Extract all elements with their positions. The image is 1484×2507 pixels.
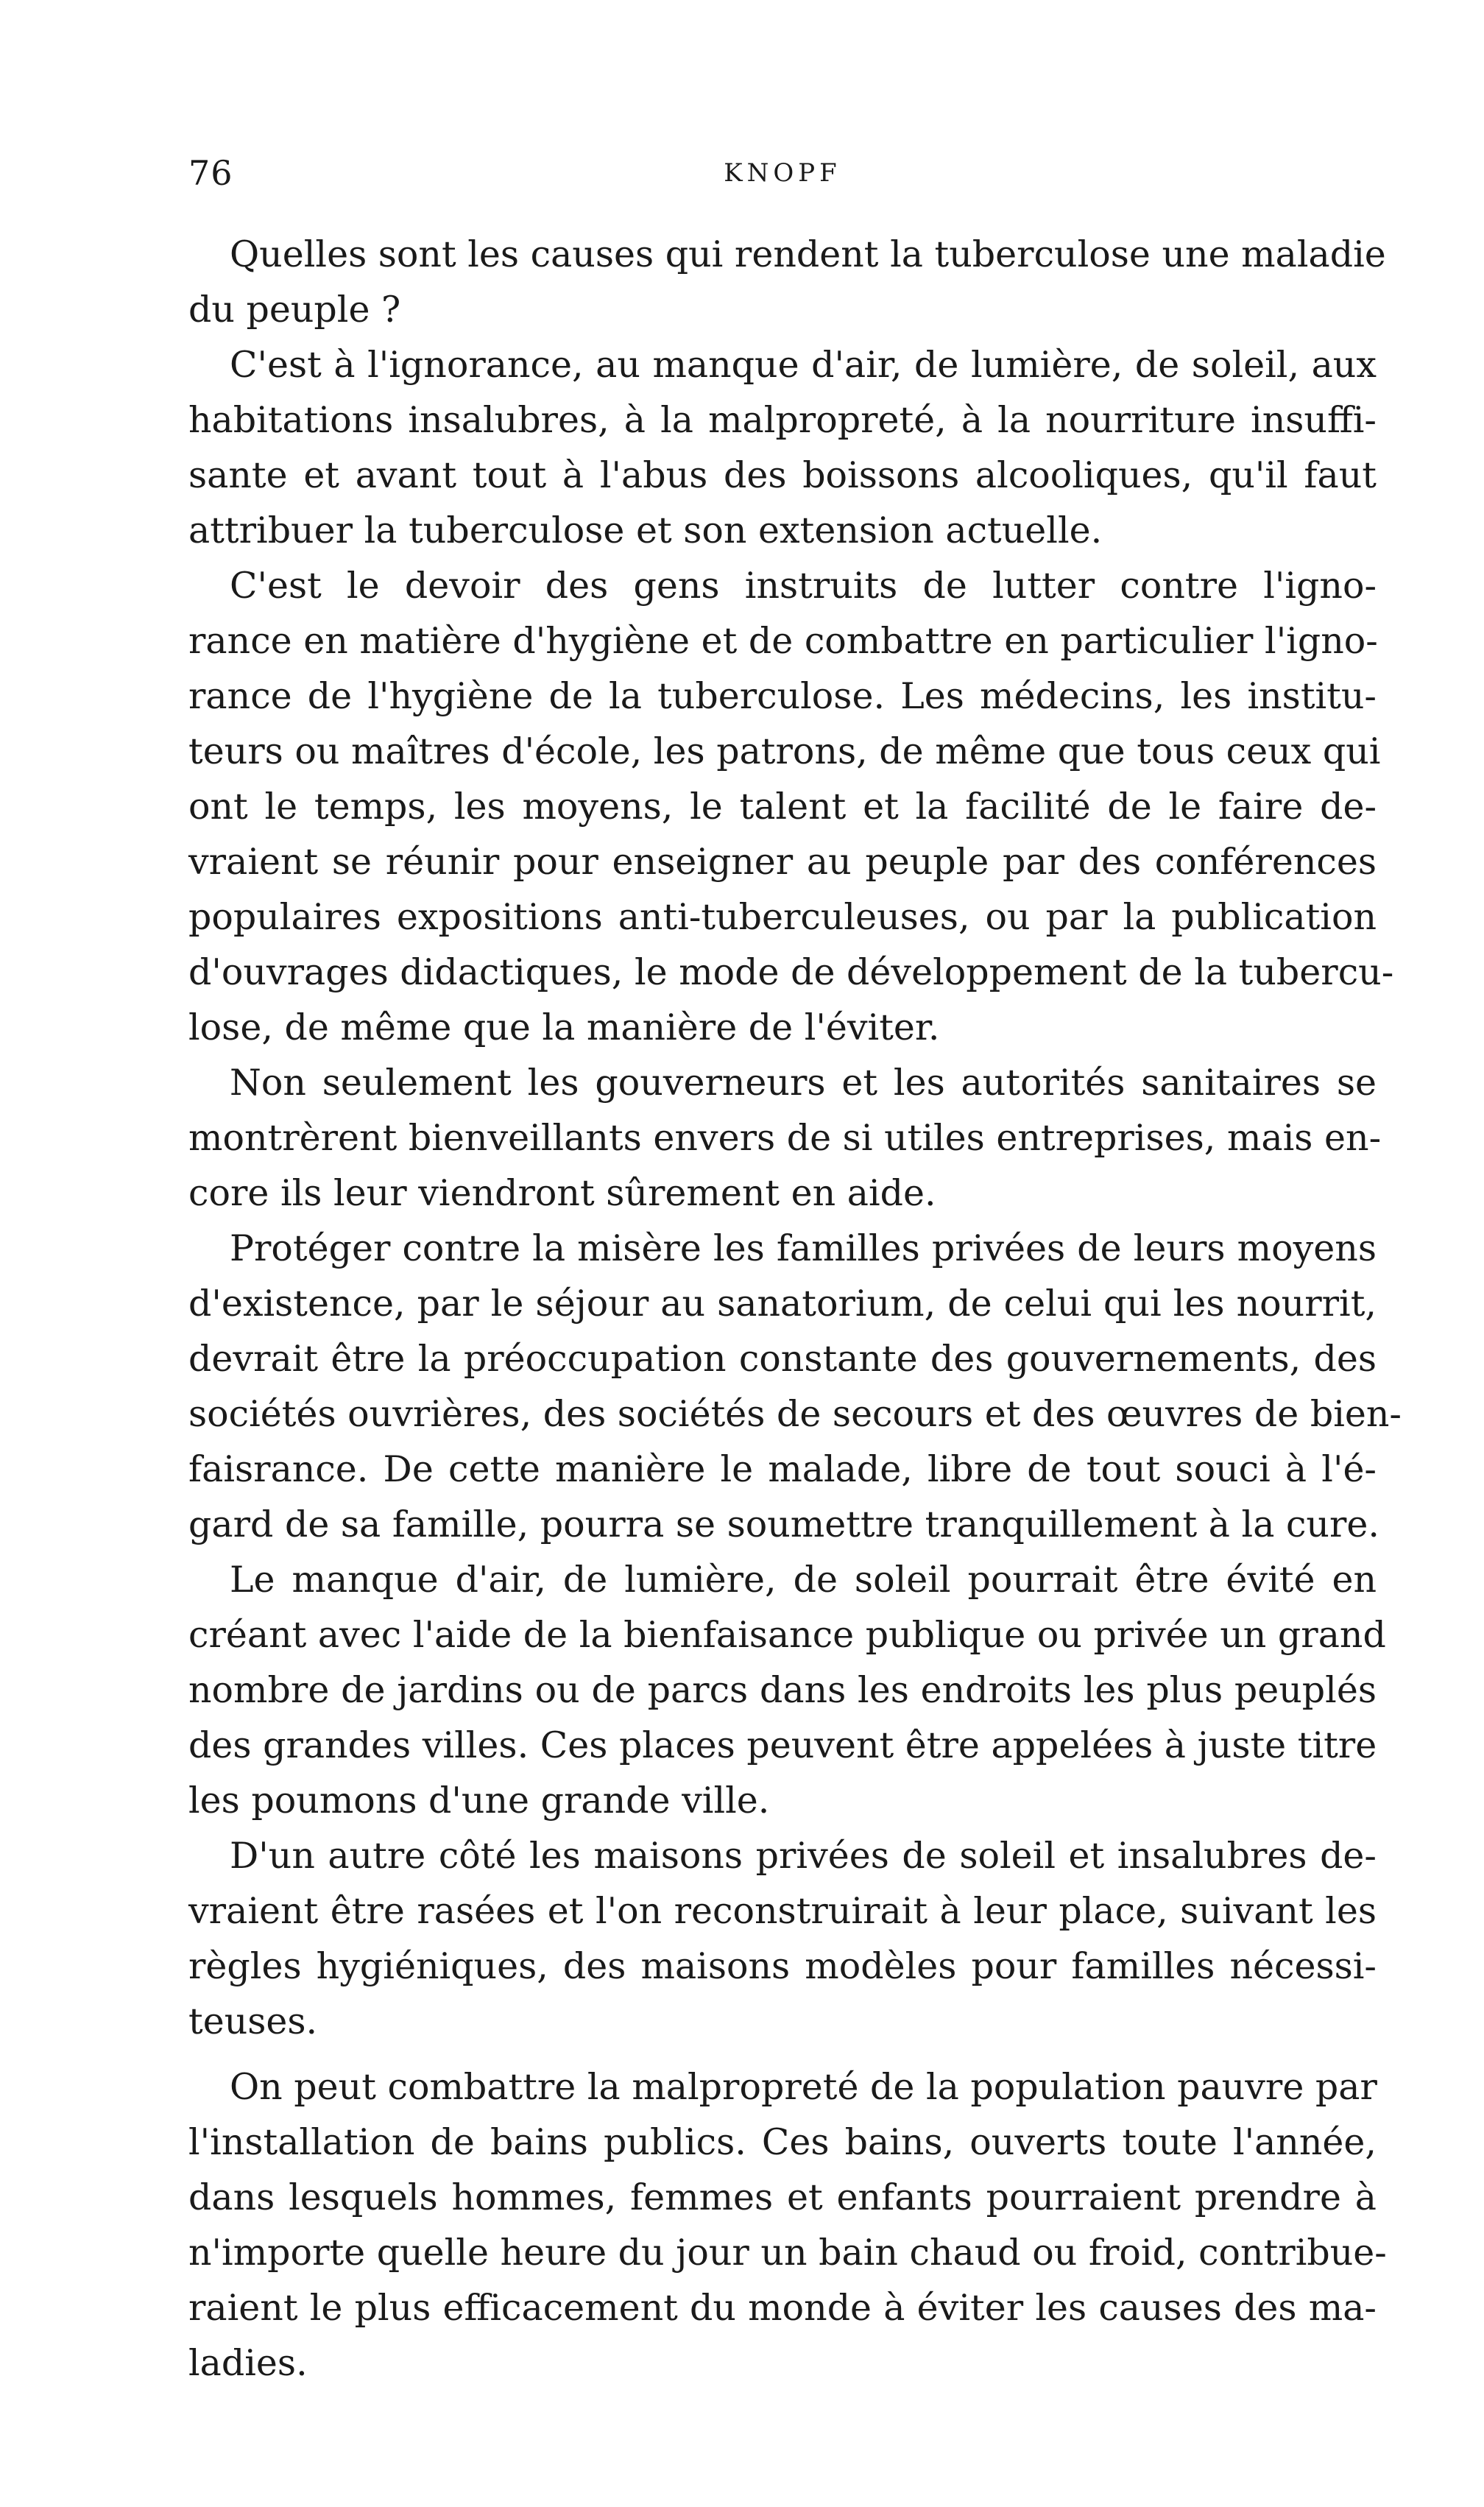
text-line: n'importe quelle heure du jour un bain chaud ou froid, contribue- xyxy=(188,2232,1387,2274)
text-line: ladies. xyxy=(188,2342,308,2384)
text-line: sante et avant tout à l'abus des boissons alcooliques, qu'il faut xyxy=(188,454,1377,496)
paragraph xyxy=(188,2059,1387,2391)
text-line: du peuple ? xyxy=(188,289,401,331)
paragraph xyxy=(188,1828,1377,2049)
text-line: lose, de même que la manière de l'éviter. xyxy=(188,1006,940,1048)
paragraph xyxy=(188,558,1394,1055)
text-line: d'existence, par le séjour au sanatorium, de celui qui les nourrit, xyxy=(188,1283,1377,1325)
text-line: gard de sa famille, pourra se soumettre tranquillement à la cure. xyxy=(188,1503,1379,1545)
text-line: sociétés ouvrières, des sociétés de secours et des œuvres de bien- xyxy=(188,1393,1402,1435)
text-line: nombre de jardins ou de parcs dans les endroits les plus peuplés xyxy=(188,1669,1377,1711)
text-line: dans lesquels hommes, femmes et enfants pourraient prendre à xyxy=(188,2176,1377,2218)
body-text xyxy=(188,227,1402,2391)
text-line: montrèrent bienveillants envers de si utiles entreprises, mais en- xyxy=(188,1117,1382,1159)
page-header xyxy=(188,147,1377,199)
text-line: On peut combattre la malpropreté de la population pauvre par xyxy=(230,2066,1377,2108)
running-head: KNOPF xyxy=(724,158,841,188)
text-line: vraient être rasées et l'on reconstruirait à leur place, suivant les xyxy=(188,1890,1377,1932)
text-line: habitations insalubres, à la malpropreté, à la nourriture insuffi- xyxy=(188,399,1377,441)
text-line: Le manque d'air, de lumière, de soleil pourrait être évité en xyxy=(230,1559,1377,1601)
text-line: Protéger contre la misère les familles privées de leurs moyens xyxy=(230,1227,1377,1269)
text-line: rance de l'hygiène de la tuberculose. Les médecins, les institu- xyxy=(188,675,1377,717)
paragraph xyxy=(188,227,1386,337)
text-line: raient le plus efficacement du monde à éviter les causes des ma- xyxy=(188,2287,1377,2329)
text-line: C'est à l'ignorance, au manque d'air, de lumière, de soleil, aux xyxy=(230,344,1377,386)
paragraph xyxy=(188,1552,1386,1828)
text-line: Non seulement les gouverneurs et les autorités sanitaires se xyxy=(230,1062,1377,1104)
text-line: des grandes villes. Ces places peuvent être appelées à juste titre xyxy=(188,1724,1377,1766)
text-line: C'est le devoir des gens instruits de lutter contre l'igno- xyxy=(230,565,1377,607)
text-line: devrait être la préoccupation constante des gouvernements, des xyxy=(188,1338,1377,1380)
text-line: attribuer la tuberculose et son extension actuelle. xyxy=(188,509,1103,551)
paragraph xyxy=(188,1221,1402,1552)
text-line: les poumons d'une grande ville. xyxy=(188,1780,770,1822)
text-line: rance en matière d'hygiène et de combattre en particulier l'igno- xyxy=(188,620,1378,662)
paragraph xyxy=(188,1055,1382,1221)
text-line: règles hygiéniques, des maisons modèles pour familles nécessi- xyxy=(188,1945,1377,1987)
page-number: 76 xyxy=(188,153,233,193)
text-line: d'ouvrages didactiques, le mode de développement de la tubercu- xyxy=(188,951,1394,993)
paragraph xyxy=(188,337,1377,558)
text-line: teurs ou maîtres d'école, les patrons, de même que tous ceux qui xyxy=(188,730,1381,772)
text-line: populaires expositions anti-tuberculeuses, ou par la publication xyxy=(188,896,1377,938)
text-line: l'installation de bains publics. Ces bains, ouverts toute l'année, xyxy=(188,2121,1377,2163)
text-line: ont le temps, les moyens, le talent et la facilité de le faire de- xyxy=(188,786,1377,828)
text-line: Quelles sont les causes qui rendent la tuberculose une maladie xyxy=(230,233,1386,275)
text-line: D'un autre côté les maisons privées de soleil et insalubres de- xyxy=(230,1835,1377,1877)
text-line: teuses. xyxy=(188,2000,318,2042)
text-line: core ils leur viendront sûrement en aide. xyxy=(188,1172,936,1214)
text-line: créant avec l'aide de la bienfaisance publique ou privée un grand xyxy=(188,1614,1386,1656)
text-line: vraient se réunir pour enseigner au peuple par des conférences xyxy=(188,841,1377,883)
text-line: faisrance. De cette manière le malade, libre de tout souci à l'é- xyxy=(188,1448,1377,1490)
